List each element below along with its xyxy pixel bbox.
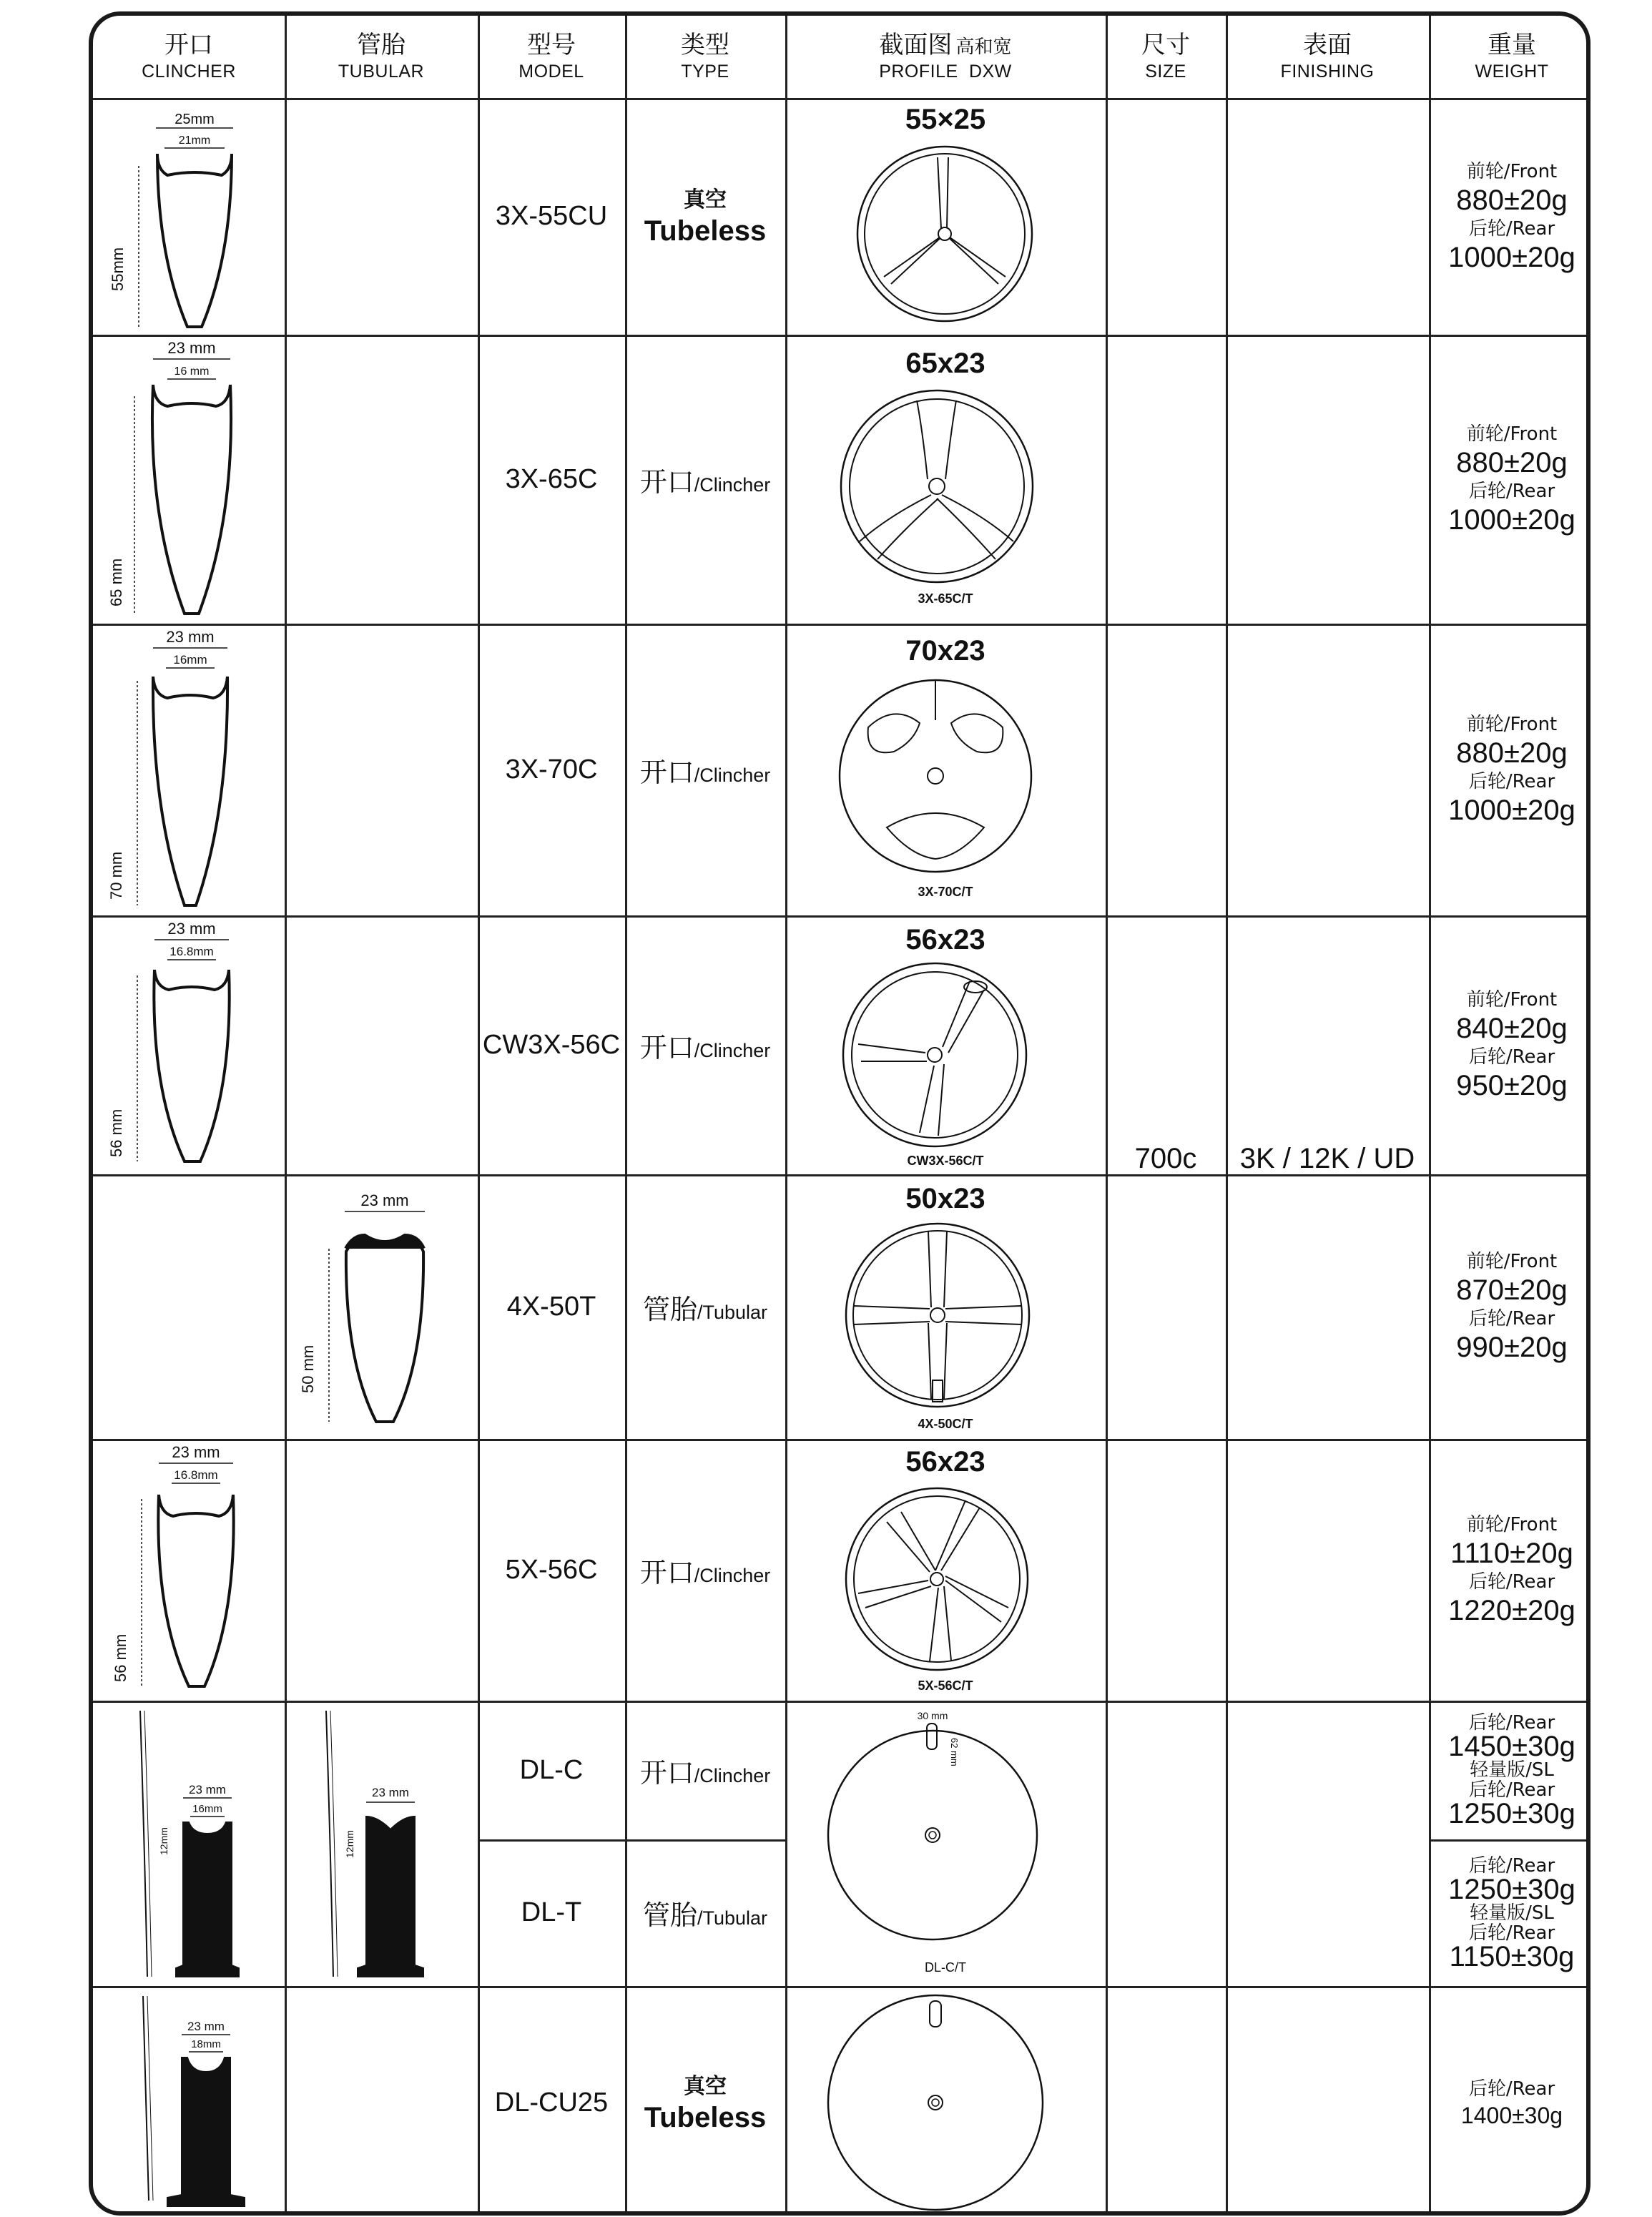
rim-depth-label: 56 mm — [112, 1633, 129, 1682]
header-cn: 管胎 — [357, 30, 405, 59]
type-cn: 真空 — [684, 2073, 727, 2099]
weight-value: 1150±30g — [1449, 1940, 1575, 1972]
profile-caption: 5X-56C/T — [918, 1678, 973, 1693]
profile-label — [785, 1440, 1106, 1483]
rim-width-label: 25mm — [174, 112, 215, 127]
header-en: PROFILE — [879, 61, 958, 82]
weight-cell — [1429, 915, 1590, 1174]
rim-width-label: 23 mm — [187, 2020, 225, 2033]
rim-cross-section — [93, 335, 285, 624]
weight-label: 后轮/Rear — [1468, 1854, 1555, 1877]
profile-dimensions: 56x23 — [905, 1445, 985, 1478]
rim-type — [625, 98, 785, 335]
disc-tubeless-cross-section — [93, 1986, 285, 2216]
rim-inner-width-label: 16 mm — [174, 365, 210, 378]
weight-value: 1250±30g — [1448, 1873, 1575, 1905]
weight-value: 990±20g — [1456, 1332, 1568, 1363]
weight-label: 前轮/Front — [1466, 1514, 1558, 1535]
profile-caption: 3X-65C/T — [918, 591, 973, 606]
model-name: CW3X-56C — [482, 1029, 621, 1060]
type-en: /Clincher — [694, 1039, 771, 1061]
weight-label: 后轮/Rear — [1468, 771, 1555, 792]
header-en: FINISHING — [1280, 61, 1375, 82]
header-cn: 重量 — [1488, 30, 1536, 59]
weight-cell — [1429, 1701, 1590, 1839]
header-size — [1106, 16, 1226, 98]
weight-value: 1220±20g — [1448, 1595, 1575, 1626]
rim-type — [625, 1439, 785, 1701]
profile-dimensions: 55×25 — [905, 103, 986, 135]
model-name: 3X-70C — [505, 754, 598, 785]
rim-type — [625, 335, 785, 624]
weight-cell — [1429, 335, 1590, 624]
rim-depth-label: 65 mm — [107, 558, 125, 606]
header-cn: 型号 — [527, 30, 576, 59]
wheel-height-label: 62 mm — [949, 1738, 960, 1766]
weight-label: 前轮/Front — [1466, 714, 1558, 735]
weight-value: 1110±20g — [1450, 1538, 1573, 1569]
header-profile — [785, 16, 1106, 98]
type-en: /Clincher — [694, 1564, 771, 1586]
wheel-3-spoke-drawing — [855, 144, 1034, 323]
header-en: WEIGHT — [1475, 61, 1549, 82]
header-en: MODEL — [518, 61, 584, 82]
weight-value: 1400±30g — [1460, 2102, 1563, 2128]
weight-value: 840±20g — [1456, 1013, 1568, 1044]
type-en: /Clincher — [694, 1764, 771, 1786]
model-name: 3X-65C — [505, 463, 598, 494]
type-en: Tubeless — [644, 215, 767, 247]
header-en: TUBULAR — [338, 61, 425, 82]
rim-type — [625, 624, 785, 915]
header-type — [625, 16, 785, 98]
model-name: 3X-55CU — [495, 201, 608, 231]
rim-depth-label: 12mm — [158, 1827, 169, 1855]
header-cn: 表面 — [1303, 30, 1352, 59]
rim-inner-width-label: 16mm — [192, 1803, 222, 1815]
type-en: /Tubular — [697, 1301, 768, 1323]
weight-label: 后轮/Rear — [1468, 1571, 1555, 1593]
rim-width-label: 23 mm — [189, 1783, 226, 1796]
weight-cell — [1429, 1986, 1590, 2216]
weight-cell — [1429, 1439, 1590, 1701]
rim-type — [625, 1701, 785, 1839]
type-cn: 开口 — [639, 466, 694, 498]
profile-label — [785, 98, 1106, 141]
weight-label: 后轮/Rear — [1468, 1046, 1555, 1068]
disc-wheel-drawing — [822, 1709, 1051, 1967]
tubular-cross-section — [285, 1174, 478, 1439]
weight-label: 前轮/Front — [1466, 1251, 1558, 1272]
rim-depth-label: 55mm — [109, 247, 127, 291]
weight-label: 后轮/Rear — [1468, 1779, 1555, 1801]
weight-value: 1250±30g — [1448, 1798, 1575, 1829]
rim-width-label: 23 mm — [372, 1786, 409, 1799]
rim-width-label: 23 mm — [172, 1443, 220, 1461]
header-en: SIZE — [1145, 61, 1186, 82]
rim-inner-width-label: 18mm — [191, 2038, 221, 2050]
type-cn: 管胎 — [642, 1293, 697, 1325]
model-name: 5X-56C — [505, 1554, 598, 1585]
weight-label: 轻量版/SL — [1470, 1759, 1554, 1781]
model-name: DL-C — [519, 1754, 584, 1785]
type-en: /Clincher — [694, 473, 771, 496]
header-cn: 截面图 — [879, 30, 953, 59]
wheel-3-spoke-drawing — [838, 388, 1036, 585]
weight-value: 880±20g — [1456, 184, 1568, 216]
rim-type — [625, 915, 785, 1174]
rim-depth-label: 70 mm — [107, 851, 125, 900]
rim-type — [625, 1986, 785, 2216]
rim-cross-section — [93, 624, 285, 915]
rim-depth-label: 50 mm — [299, 1345, 317, 1393]
header-tubular — [285, 16, 478, 98]
wheel-5-spoke-drawing — [844, 1486, 1030, 1672]
rim-width-label: 23 mm — [166, 628, 215, 646]
header-weight — [1429, 16, 1590, 98]
type-en: /Clincher — [694, 764, 771, 786]
rim-inner-width-label: 21mm — [178, 134, 211, 147]
weight-label: 后轮/Rear — [1468, 217, 1555, 240]
type-cn: 管胎 — [642, 1899, 697, 1931]
rim-width-label: 23 mm — [360, 1191, 409, 1209]
header-en: CLINCHER — [142, 61, 236, 82]
header-model — [478, 16, 625, 98]
disc-tubular-cross-section — [285, 1701, 478, 1986]
weight-value: 1000±20g — [1448, 504, 1575, 536]
profile-dimensions: 65x23 — [905, 347, 985, 379]
type-cn: 开口 — [639, 1756, 694, 1789]
header-en: TYPE — [681, 61, 729, 82]
weight-label: 前轮/Front — [1466, 989, 1558, 1011]
rim-cross-section — [93, 98, 285, 335]
header-cn: 尺寸 — [1141, 30, 1190, 59]
weight-label: 轻量版/SL — [1470, 1902, 1554, 1924]
weight-value: 880±20g — [1456, 447, 1568, 478]
model-name: DL-T — [521, 1897, 582, 1927]
weight-value: 870±20g — [1456, 1274, 1568, 1306]
type-cn: 开口 — [639, 1556, 694, 1588]
profile-dimensions: 50x23 — [905, 1182, 985, 1214]
rim-type — [625, 1839, 785, 1986]
rim-type — [625, 1174, 785, 1439]
profile-caption: 3X-70C/T — [918, 884, 973, 899]
weight-value: 1000±20g — [1448, 795, 1575, 826]
header-clincher — [93, 16, 285, 98]
profile-dimensions: 56x23 — [905, 923, 985, 955]
rim-depth-label: 56 mm — [107, 1108, 125, 1157]
rim-cross-section — [93, 915, 285, 1174]
weight-label: 后轮/Rear — [1468, 1922, 1555, 1944]
weight-label: 后轮/Rear — [1468, 1308, 1555, 1329]
weight-value: 950±20g — [1456, 1070, 1568, 1101]
size-value: 700c — [1134, 1143, 1197, 1174]
rim-width-label: 23 mm — [167, 339, 216, 357]
weight-value: 1000±20g — [1448, 241, 1575, 273]
spec-table — [89, 11, 1590, 2216]
weight-label: 后轮/Rear — [1468, 481, 1555, 502]
wheel-width-label: 30 mm — [917, 1710, 948, 1721]
rim-cross-section — [93, 1439, 285, 1701]
rim-inner-width-label: 16.8mm — [174, 1468, 218, 1482]
weight-cell — [1429, 1174, 1590, 1439]
header-cn-small: 高和宽 — [955, 36, 1012, 58]
weight-cell — [1429, 1839, 1590, 1986]
type-cn: 开口 — [639, 756, 694, 788]
profile-caption: 4X-50C/T — [918, 1416, 973, 1431]
profile-label — [785, 342, 1106, 385]
weight-label: 前轮/Front — [1466, 160, 1558, 182]
profile-label — [785, 918, 1106, 961]
header-finishing — [1226, 16, 1429, 98]
rim-depth-label: 12mm — [344, 1830, 355, 1858]
type-en: /Tubular — [697, 1907, 768, 1929]
header-cn: 开口 — [164, 30, 213, 59]
rim-inner-width-label: 16.8mm — [169, 945, 214, 958]
finishing-value: 3K / 12K / UD — [1239, 1143, 1415, 1174]
profile-caption: CW3X-56C/T — [907, 1153, 984, 1168]
rim-width-label: 23 mm — [167, 920, 216, 938]
weight-label: 后轮/Rear — [1468, 1712, 1555, 1734]
rim-inner-width-label: 16mm — [173, 653, 207, 667]
weight-cell — [1429, 98, 1590, 335]
model-name: 4X-50T — [506, 1291, 596, 1322]
type-en: Tubeless — [644, 2101, 767, 2133]
model-name: DL-CU25 — [494, 2088, 609, 2118]
type-cn: 开口 — [639, 1031, 694, 1063]
header-cn: 类型 — [681, 30, 729, 59]
weight-cell — [1429, 624, 1590, 915]
weight-label: 前轮/Front — [1466, 423, 1558, 445]
profile-label — [785, 1177, 1106, 1220]
profile-label — [785, 629, 1106, 672]
weight-value: 1450±30g — [1448, 1731, 1575, 1762]
wheel-3-spoke-drawing — [841, 961, 1028, 1149]
weight-value: 880±20g — [1456, 737, 1568, 769]
disc-wheel-drawing — [825, 1991, 1047, 2213]
disc-clincher-cross-section — [93, 1701, 285, 1986]
type-cn: 真空 — [684, 187, 727, 212]
wheel-3-spoke-drawing — [837, 677, 1034, 875]
weight-label: 后轮/Rear — [1468, 2078, 1555, 2100]
header-en-2: DXW — [968, 61, 1012, 82]
profile-caption: DL-C/T — [925, 1960, 966, 1975]
wheel-4-spoke-drawing — [844, 1221, 1031, 1409]
profile-dimensions: 70x23 — [905, 634, 985, 667]
